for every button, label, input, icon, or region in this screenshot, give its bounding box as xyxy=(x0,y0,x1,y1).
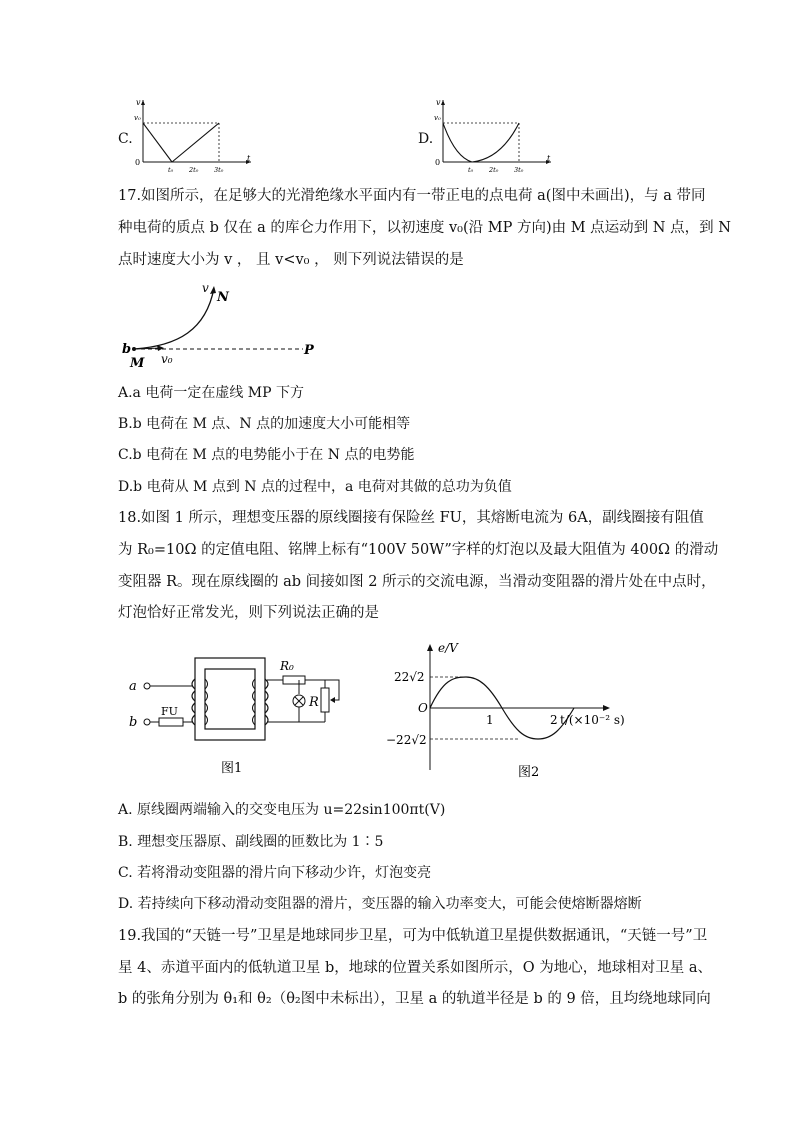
q18-option-b[interactable]: B. 理想变压器原、副线圈的匝数比为 1∶5 xyxy=(118,834,384,850)
d-tick-3t0: 3t₀ xyxy=(514,166,524,174)
q17-label-p: P xyxy=(304,343,314,358)
d-axis-v: v xyxy=(436,98,441,107)
q17-label-v: v xyxy=(202,281,209,295)
option-c-graph[interactable] xyxy=(115,95,255,175)
q17-option-c[interactable]: C.b 电荷在 M 点的电势能小于在 N 点的电势能 xyxy=(118,447,415,463)
q17-label-v0: v₀ xyxy=(161,352,173,366)
option-d-graph[interactable] xyxy=(415,95,555,175)
c-axis-v: v xyxy=(136,98,141,107)
c-tick-3t0: 3t₀ xyxy=(214,166,224,174)
fig2-caption: 图2 xyxy=(518,765,540,780)
fig2-axis-x: t/(×10⁻² s) xyxy=(560,713,625,727)
q19-line-2: 星 4、赤道平面内的低轨道卫星 b，地球的位置关系如图所示，O 为地心，地球相对卫星 a、 xyxy=(118,960,712,976)
q18-option-a[interactable]: A. 原线圈两端输入的交变电压为 u=22sin100πt(V) xyxy=(118,802,446,818)
q19-line-3: b 的张角分别为 θ₁和 θ₂（θ₂图中未标出），卫星 a 的轨道半径是 b 的 9 倍，且均绕地球同向 xyxy=(118,991,711,1007)
fig2-tick-2: 2 xyxy=(550,713,558,727)
c-tick-2t0: 2t₀ xyxy=(189,166,199,174)
q17-option-d[interactable]: D.b 电荷从 M 点到 N 点的过程中，a 电荷对其做的总功为负值 xyxy=(118,479,512,495)
option-c-label: C. xyxy=(118,131,133,147)
fig2-axis-y: e/V xyxy=(438,641,458,655)
d-tick-v0: v₀ xyxy=(434,114,441,122)
q17-option-a[interactable]: A.a 电荷一定在虚线 MP 下方 xyxy=(118,385,305,401)
fig1-label-a: a xyxy=(129,679,137,694)
fig1-label-fu: FU xyxy=(161,705,178,718)
q18-figure-2-waveform xyxy=(378,640,648,785)
fig2-max: 22√2 xyxy=(394,670,425,684)
d-tick-2t0: 2t₀ xyxy=(489,166,499,174)
q17-line-2: 种电荷的质点 b 仅在 a 的库仑力作用下，以初速度 v₀(沿 MP 方向)由 M 点运动到 N 点，到 N xyxy=(118,220,731,236)
fig1-label-r: R xyxy=(309,695,319,710)
fig2-origin: O xyxy=(418,701,428,715)
q18-figure-1-circuit xyxy=(125,652,365,782)
q17-line-3: 点时速度大小为 v ， 且 v<v₀ ， 则下列说法错误的是 xyxy=(118,252,464,268)
d-axis-t: t xyxy=(547,154,551,163)
fig1-caption: 图1 xyxy=(221,761,243,776)
q18-line-2: 为 R₀=10Ω 的定值电阻、铭牌上标有“100V 50W”字样的灯泡以及最大阻值为 400Ω 的滑动 xyxy=(118,542,719,558)
q18-option-d[interactable]: D. 若持续向下移动滑动变阻器的滑片，变压器的输入功率变大，可能会使熔断器熔断 xyxy=(118,896,642,912)
option-d-vt-graph xyxy=(435,95,555,175)
fig1-label-b: b xyxy=(129,715,138,730)
option-c-vt-graph xyxy=(135,95,255,175)
c-tick-v0: v₀ xyxy=(134,114,141,122)
fig2-tick-1: 1 xyxy=(486,713,494,727)
c-tick-t0: t₀ xyxy=(168,166,174,174)
q18-line-4: 灯泡恰好正常发光，则下列说法正确的是 xyxy=(118,605,379,621)
fig1-label-r0: R₀ xyxy=(280,659,294,673)
c-origin: 0 xyxy=(135,158,141,167)
q19-line-1: 19.我国的“天链一号”卫星是地球同步卫星，可为中低轨道卫星提供数据通讯，“天链一号”卫 xyxy=(118,928,708,944)
q17-option-b[interactable]: B.b 电荷在 M 点、N 点的加速度大小可能相等 xyxy=(118,416,411,432)
q17-trajectory-figure xyxy=(118,280,328,372)
q18-line-1: 18.如图 1 所示，理想变压器的原线圈接有保险丝 FU，其熔断电流为 6A，副线圈接有阻值 xyxy=(118,510,704,526)
option-d-label: D. xyxy=(418,131,434,147)
q17-line-1: 17.如图所示，在足够大的光滑绝缘水平面内有一带正电的点电荷 a(图中未画出)，与 a 带同 xyxy=(118,188,706,204)
q17-label-m: M xyxy=(130,356,145,371)
q18-line-3: 变阻器 R。现在原线圈的 ab 间接如图 2 所示的交流电源，当滑动变阻器的滑片处在中点时， xyxy=(118,574,716,590)
c-axis-t: t xyxy=(247,154,251,163)
d-tick-t0: t₀ xyxy=(468,166,474,174)
fig2-min: −22√2 xyxy=(386,733,427,747)
q17-label-b: b xyxy=(122,342,132,357)
q17-label-n: N xyxy=(217,290,229,305)
q18-option-c[interactable]: C. 若将滑动变阻器的滑片向下移动少许，灯泡变亮 xyxy=(118,865,432,881)
d-origin: 0 xyxy=(435,158,441,167)
